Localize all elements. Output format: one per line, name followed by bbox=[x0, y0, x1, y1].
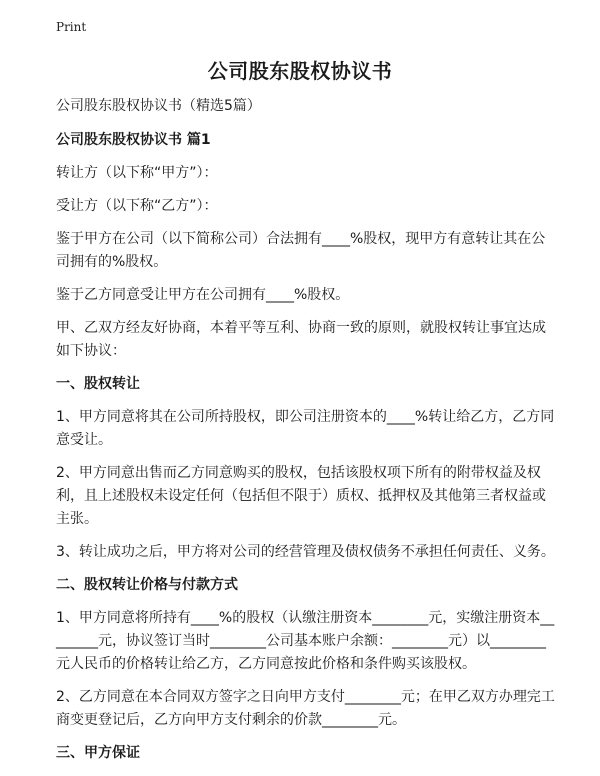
clause-heading: 一、股权转让 bbox=[56, 376, 140, 392]
clause-paragraph: 1、甲方同意将其在公司所持股权，即公司注册资本的____%转让给乙方，乙方同意受让。 bbox=[56, 409, 555, 448]
print-label: Print bbox=[56, 20, 87, 34]
document-body bbox=[56, 95, 556, 775]
clause-paragraph: 2、乙方同意在本合同双方签字之日向甲方支付________元；在甲乙双方办理完工商变更登记后，乙方向甲方支付剩余的价款________元。 bbox=[56, 689, 555, 728]
recital-paragraph: 甲、乙双方经友好协商，本着平等互利、协商一致的原则，就股权转让事宜达成如下协议： bbox=[56, 320, 546, 359]
recital-paragraph: 鉴于甲方在公司（以下简称公司）合法拥有____%股权，现甲方有意转让其在公司拥有的%股权。 bbox=[56, 231, 546, 270]
section-title: 公司股东股权协议书 篇1 bbox=[56, 132, 211, 148]
document-subtitle: 公司股东股权协议书（精选5篇） bbox=[56, 98, 261, 114]
transferor-line: 转让方（以下称“甲方”）： bbox=[56, 165, 218, 181]
clause-paragraph: 2、甲方同意出售而乙方同意购买的股权，包括该股权项下所有的附带权益及权利，且上述股权未设定任何（包括但不限于）质权、抵押权及其他第三者权益或主张。 bbox=[56, 465, 546, 527]
page-title: 公司股东股权协议书 bbox=[207, 59, 393, 83]
clause-paragraph: 1、甲方同意将所持有____%的股权（认缴注册资本________元，实缴注册资本________元，协议签订当时________公司基本账户余额：________元）以________元人民币的价格转让给乙方，乙方同意按此价格和条件购买该股权。 bbox=[56, 610, 555, 672]
recital-paragraph: 鉴于乙方同意受让甲方在公司拥有____%股权。 bbox=[56, 287, 350, 303]
clause-heading: 三、甲方保证 bbox=[56, 745, 140, 761]
clause-paragraph: 3、转让成功之后，甲方将对公司的经营管理及债权债务不承担任何责任、义务。 bbox=[56, 544, 555, 560]
transferee-line: 受让方（以下称“乙方”）： bbox=[56, 198, 218, 214]
clause-heading: 二、股权转让价格与付款方式 bbox=[56, 577, 238, 593]
